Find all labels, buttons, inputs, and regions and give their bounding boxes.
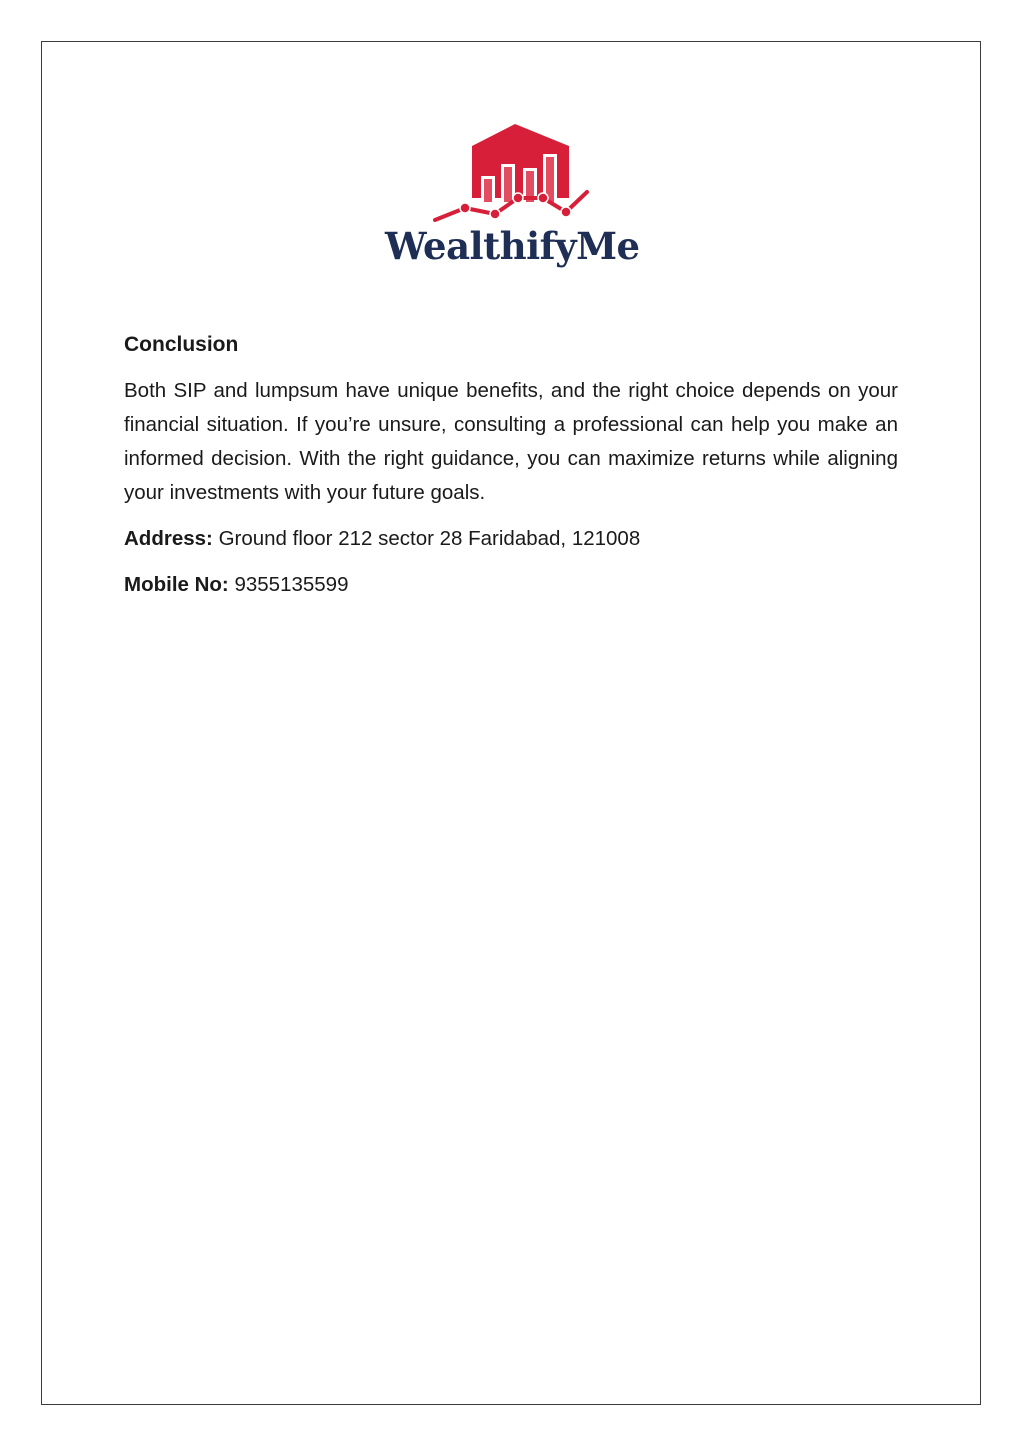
address-label: Address: [124,527,213,550]
address-value: Ground floor 212 sector 28 Faridabad, 121008 [218,527,641,550]
conclusion-paragraph: Both SIP and lumpsum have unique benefits, and the right choice depends on your financial situation. If you’re unsure, consulting a professional can help you make an informed decision. With the right guidance, you can maximize returns while aligning your investments with your future goals. [124,379,898,504]
mobile-value: 9355135599 [234,573,349,596]
logo-wordmark: WealthifyMe [385,224,640,268]
document-body [124,330,898,614]
mobile-line [124,568,898,602]
logo-graphic [385,118,639,228]
address-line [124,522,898,556]
wealthifyme-logo [385,118,639,288]
mobile-label: Mobile No: [124,573,229,596]
section-heading: Conclusion [124,333,239,356]
